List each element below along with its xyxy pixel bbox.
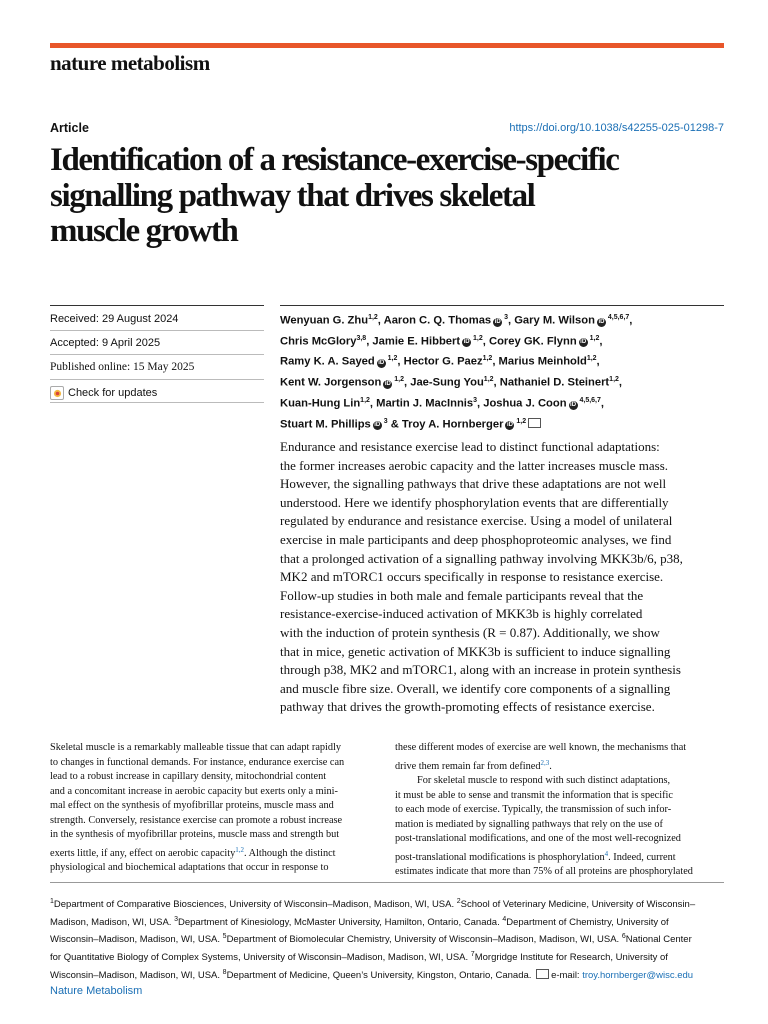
author-name[interactable]: Jae-Sung You — [410, 376, 484, 389]
author-name[interactable]: Wenyuan G. Zhu — [280, 314, 369, 327]
title-line: signalling pathway that drives skeletal — [50, 177, 535, 214]
author-name[interactable]: Corey GK. Flynn — [489, 335, 577, 348]
affiliations-footnote: $^1$Department of Comparative Biosciences, University of Wisconsin–Madison, Madison, WI, USA. $^2$School of Veterinary Medicine, University of Wisconsin– Madison, Madison, WI, USA. $^3$Department of Kinesiology, McMaster University, Hamilton, Ontario, Canada. $^4$Department of Chemistry, University of Wisconsin–Madison, Madison, WI, USA. $^5$Department of Biomolecular Chemistry, University of Wisconsin–Madison, Madison, WI, USA. $^6$National Center for Quantitative Biology of Complex Systems, University of Wisconsin–Madison, Madison, WI, USA. $^7$Morgridge Institute for Research, University of Wisconsin–Madison, Madison, WI, USA. $^8$Department of Medicine, Queen’s University, Kingston, Ontario, Canada. e-mail: troy.hornberger@wisc.edu — [50, 898, 696, 981]
doi-link[interactable]: https://doi.org/10.1038/s42255-025-01298-7 — [509, 122, 724, 134]
divider — [280, 305, 724, 306]
body-line: post-translational modifications, and one of the most well-recognized — [395, 833, 681, 844]
reference-link[interactable]: 2,3 — [540, 758, 550, 767]
abstract-line: with the induction of protein synthesis (R = 0.87). Additionally, we show — [280, 624, 660, 640]
body-line: strength. Conversely, resistance exercise can promote a robust increase — [50, 814, 343, 826]
author-name[interactable]: Gary M. Wilson — [514, 314, 595, 327]
abstract-line: pathway that drives the growth-promoting effects of resistance exercise. — [280, 699, 655, 715]
journal-accent-bar — [50, 43, 724, 48]
article-type-label: Article — [50, 121, 89, 135]
author-name[interactable]: Ramy K. A. Sayed — [280, 356, 375, 369]
abstract-line: exercise in male participants and deep phosphoproteomic analyses, we find — [280, 531, 672, 547]
abstract-line: the former increases aerobic capacity and the latter increases muscle mass. — [280, 457, 669, 473]
orcid-icon[interactable]: iD — [384, 380, 391, 387]
orcid-icon[interactable]: iD — [506, 422, 513, 429]
body-line: it must be able to sense and transmit the information that is specific — [395, 789, 673, 801]
author-name[interactable]: & Troy A. Hornberger — [390, 418, 504, 431]
author-name[interactable]: Marius Meinhold — [498, 356, 587, 369]
body-line: drive them remain far from defined$^{2,3}$. — [395, 758, 552, 772]
reference-link[interactable]: 1,2 — [235, 845, 245, 854]
abstract-line: that in mice, genetic activation of MKK3b is sufficient to induce signalling — [280, 643, 671, 659]
update-badge-icon — [50, 386, 64, 400]
author-name[interactable]: Kent W. Jorgenson — [280, 376, 382, 389]
author-name[interactable]: Nathaniel D. Steinert — [499, 376, 610, 389]
body-line: For skeletal muscle to respond with such distinct adaptations, — [417, 775, 671, 786]
email-icon — [536, 969, 549, 979]
abstract-line: regulated by endurance and resistance exercise. Using a model of unilateral — [280, 513, 673, 529]
title-line: Identification of a resistance-exercise-specific — [50, 142, 619, 178]
orcid-icon[interactable]: iD — [374, 422, 381, 429]
body-line: to each mode of exercise. Typically, the transmission of such infor- — [395, 804, 672, 815]
body-column-left — [50, 741, 386, 876]
journal-name: nature metabolism — [50, 51, 210, 75]
author-name[interactable]: Hector G. Paez — [403, 356, 483, 369]
author-name[interactable]: Kuan-Hung Lin — [280, 397, 361, 410]
abstract — [280, 438, 730, 717]
body-line: in the synthesis of myofibrillar proteins, muscle mass and strength but — [50, 829, 340, 840]
orcid-icon[interactable]: iD — [598, 318, 605, 325]
abstract-line: However, the signalling pathways that drive these adaptations are not well — [280, 476, 667, 492]
orcid-icon[interactable]: iD — [463, 339, 470, 346]
orcid-icon[interactable]: iD — [580, 339, 587, 346]
divider — [50, 882, 724, 883]
received-date: Received: 29 August 2024 — [50, 313, 179, 325]
body-line: lead to a robust increase in capillary density, mitochondrial content — [50, 771, 327, 782]
body-line: mal effect on the synthesis of myofibrillar proteins, muscle mass and — [50, 800, 334, 811]
author-name[interactable]: Stuart M. Phillips — [280, 418, 371, 431]
body-line: Skeletal muscle is a remarkably malleable tissue that can adapt rapidly — [50, 742, 342, 753]
abstract-line: resistance-exercise-induced activation of MKK3b is highly correlated — [280, 606, 643, 622]
orcid-icon[interactable]: iD — [494, 318, 501, 325]
author-name[interactable]: Aaron C. Q. Thomas — [383, 314, 492, 327]
abstract-line: MK2 and mTORC1 occurs specifically in response to resistance exercise. — [280, 569, 664, 585]
divider — [50, 354, 264, 355]
published-date: Published online: 15 May 2025 — [50, 361, 195, 373]
check-for-updates-button[interactable] — [50, 386, 157, 400]
author-name[interactable]: Jamie E. Hibbert — [372, 335, 461, 348]
body-line: mation is mediated by signalling pathways that rely on the use of — [395, 818, 663, 830]
body-line: these different modes of exercise are well known, the mechanisms that — [395, 742, 687, 753]
orcid-icon[interactable]: iD — [378, 360, 385, 367]
check-for-updates-label: Check for updates — [68, 387, 158, 399]
body-line: physiological and biochemical adaptations that occur in response to — [50, 862, 329, 873]
author-name[interactable]: Joshua J. Coon — [483, 397, 567, 410]
body-line: exerts little, if any, effect on aerobic capacity$^{1,2}$. Although the distinct — [50, 845, 336, 859]
divider — [50, 330, 264, 331]
email-link[interactable]: troy.hornberger@wisc.edu — [582, 969, 694, 981]
title-line: muscle growth — [50, 213, 238, 249]
abstract-line: understood. Here we identify phosphorylation events that are differentially — [280, 494, 669, 510]
author-name[interactable]: Martin J. MacInnis — [376, 397, 474, 410]
author-name[interactable]: Chris McGlory — [280, 335, 357, 348]
abstract-line: Follow-up studies in both male and female participants reveal that the — [280, 587, 644, 603]
footer-journal-name[interactable]: Nature Metabolism — [50, 985, 143, 997]
body-line: post-translational modifications is phosphorylation$^4$. Indeed, current — [395, 849, 676, 863]
body-column-right — [395, 741, 731, 880]
body-line: estimates indicate that more than 75% of all proteins are phosphorylated — [395, 866, 693, 877]
email-envelope-icon[interactable] — [528, 418, 541, 428]
accepted-date: Accepted: 9 April 2025 — [50, 337, 161, 349]
reference-link[interactable]: 4 — [604, 849, 609, 858]
article-title — [50, 143, 750, 250]
body-line: and a concomitant increase in aerobic capacity but exerts only a mini- — [50, 785, 338, 797]
divider — [50, 379, 264, 380]
author-list: Wenyuan G. Zhu$^{1,2}$, Aaron C. Q. Thomas iD $^3$, Gary M. Wilson iD $^{4,5,6,7}$, Chris McGlory$^{3,8}$, Jamie E. Hibbert iD $^{1,2}$, Corey GK. Flynn iD $^{1,2}$, Ramy K. A. Sayed iD $^{1,2}$, Hector G. Paez$^{1,2}$, Marius Meinhold$^{1,2}$, Kent W. Jorgenson iD $^{1,2}$, Jae-Sung You$^{1,2}$, Nathaniel D. Steinert$^{1,2}$, Kuan-Hung Lin$^{1,2}$, Martin J. MacInnis$^3$, Joshua J. Coon iD $^{4,5,6,7}$, Stuart M. Phillips iD $^3$ & Troy A. Hornberger iD $^{1,2}$ — [280, 314, 633, 431]
divider — [50, 305, 264, 306]
abstract-line: through p38, MK2 and mTORC1, along with an increase in protein synthesis — [280, 662, 681, 678]
abstract-line: that a prolonged activation of a signalling pathway involving MKK3b/6, p38, — [280, 550, 683, 566]
abstract-line: and muscle fibre size. Overall, we identify core components of a signalling — [280, 680, 671, 696]
abstract-line: Endurance and resistance exercise lead to distinct functional adaptations: — [280, 439, 660, 454]
orcid-icon[interactable]: iD — [570, 401, 577, 408]
body-line: to changes in functional demands. For instance, endurance exercise can — [50, 756, 345, 768]
divider — [50, 402, 264, 403]
